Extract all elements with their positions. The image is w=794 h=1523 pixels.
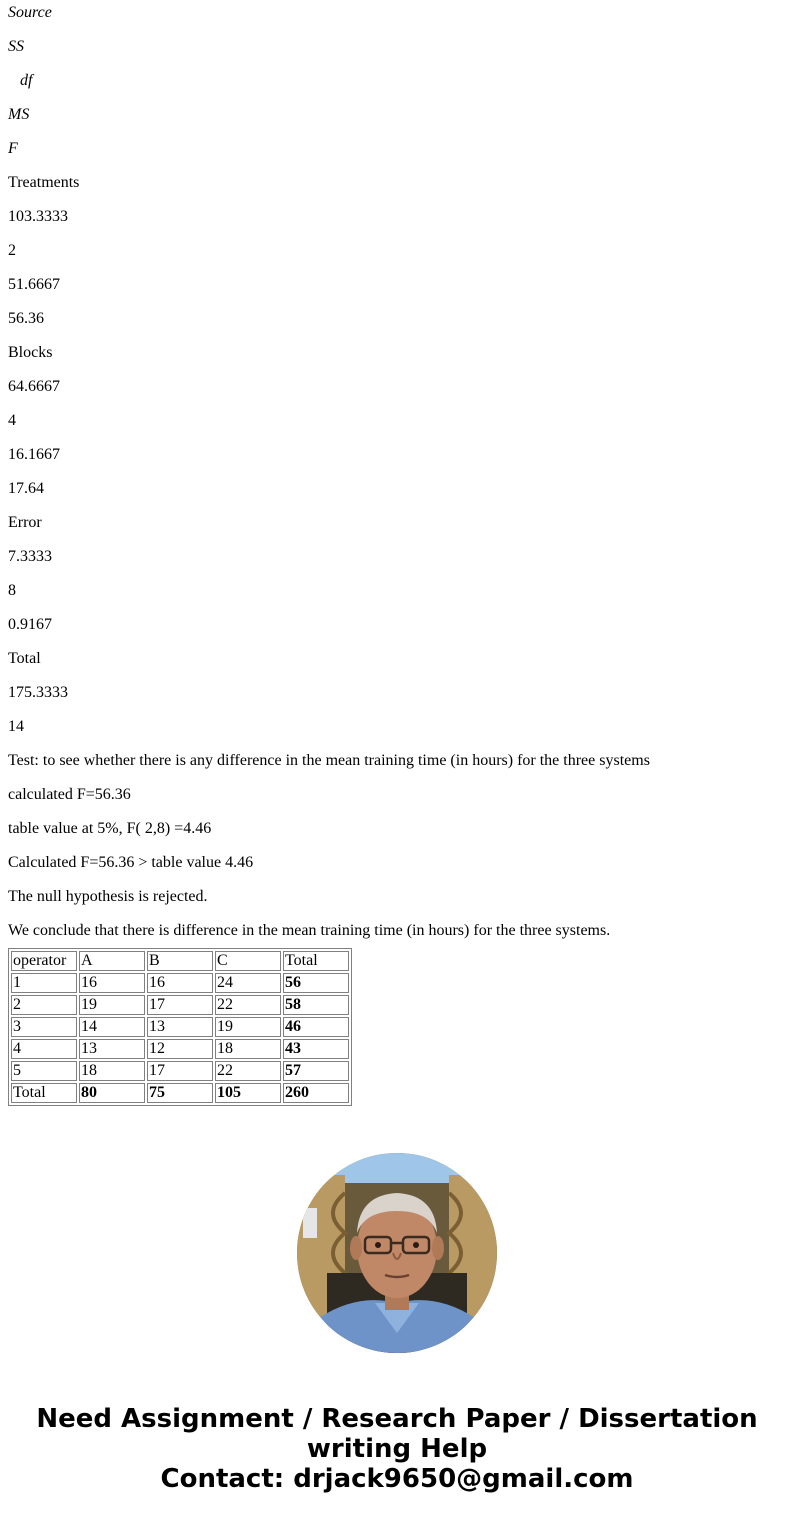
conclusion: We conclude that there is difference in the mean training time (in hours) for the three systems. (8, 922, 611, 939)
table-cell: 19 (79, 995, 145, 1015)
anova-blocks-source: Blocks (8, 344, 53, 361)
table-row (11, 995, 349, 1015)
anova-total-source: Total (8, 650, 41, 667)
column-total-cell: 75 (147, 1083, 213, 1103)
table-cell: 24 (215, 973, 281, 993)
table-cell: 17 (147, 995, 213, 1015)
table-header-row (11, 951, 349, 971)
header-cell: B (147, 951, 213, 971)
anova-treatments-df: 2 (8, 242, 16, 259)
operator-table (8, 948, 352, 1106)
decision: The null hypothesis is rejected. (8, 888, 208, 905)
table-value: table value at 5%, F( 2,8) =4.46 (8, 820, 212, 837)
row-total-cell: 56 (283, 973, 349, 993)
anova-error-ss: 7.3333 (8, 548, 52, 565)
avatar-illustration (297, 1153, 497, 1353)
anova-blocks-ms: 16.1667 (8, 446, 60, 463)
row-total-cell: 46 (283, 1017, 349, 1037)
table-cell: 18 (215, 1039, 281, 1059)
row-total-cell: 58 (283, 995, 349, 1015)
table-cell: 1 (11, 973, 77, 993)
table-cell: 17 (147, 1061, 213, 1081)
anova-header-ss: SS (8, 38, 24, 55)
column-total-cell: 105 (215, 1083, 281, 1103)
anova-treatments-f: 56.36 (8, 310, 44, 327)
table-row (11, 1017, 349, 1037)
table-cell: 22 (215, 1061, 281, 1081)
row-total-cell: 43 (283, 1039, 349, 1059)
header-cell: operator (11, 951, 77, 971)
anova-error-df: 8 (8, 582, 16, 599)
anova-blocks-ss: 64.6667 (8, 378, 60, 395)
table-cell: 22 (215, 995, 281, 1015)
header-cell: Total (283, 951, 349, 971)
table-cell: 13 (147, 1017, 213, 1037)
anova-total-ss: 175.3333 (8, 684, 68, 701)
column-total-cell: 80 (79, 1083, 145, 1103)
calculated-f: calculated F=56.36 (8, 786, 131, 803)
anova-treatments-source: Treatments (8, 174, 80, 191)
avatar (297, 1153, 497, 1353)
anova-header-df: df (20, 72, 33, 89)
table-cell: 12 (147, 1039, 213, 1059)
anova-blocks-f: 17.64 (8, 480, 44, 497)
table-cell: 5 (11, 1061, 77, 1081)
anova-blocks-df: 4 (8, 412, 16, 429)
anova-header-f: F (8, 140, 18, 157)
promo-contact: Contact: drjack9650@gmail.com (160, 1464, 634, 1494)
table-cell: 14 (79, 1017, 145, 1037)
anova-treatments-ss: 103.3333 (8, 208, 68, 225)
header-cell: A (79, 951, 145, 971)
table-cell: Total (11, 1083, 77, 1103)
table-cell: 16 (79, 973, 145, 993)
table-cell: 2 (11, 995, 77, 1015)
table-cell: 13 (79, 1039, 145, 1059)
anova-total-df: 14 (8, 718, 24, 735)
promo-line-2: writing Help (306, 1434, 488, 1464)
anova-error-source: Error (8, 514, 42, 531)
table-total-row (11, 1083, 349, 1103)
test-statement: Test: to see whether there is any difference in the mean training time (in hours) for the three systems (8, 752, 650, 769)
anova-error-ms: 0.9167 (8, 616, 52, 633)
table-cell: 16 (147, 973, 213, 993)
table-row (11, 1061, 349, 1081)
table-cell: 3 (11, 1017, 77, 1037)
table-cell: 4 (11, 1039, 77, 1059)
row-total-cell: 57 (283, 1061, 349, 1081)
table-row (11, 1039, 349, 1059)
promo-line-1: Need Assignment / Research Paper / Dissertation (36, 1404, 758, 1434)
table-cell: 19 (215, 1017, 281, 1037)
promo-banner (0, 1404, 794, 1494)
table-cell: 18 (79, 1061, 145, 1081)
anova-treatments-ms: 51.6667 (8, 276, 60, 293)
header-cell: C (215, 951, 281, 971)
grand-total-cell: 260 (283, 1083, 349, 1103)
comparison: Calculated F=56.36 > table value 4.46 (8, 854, 254, 871)
anova-header-source: Source (8, 4, 52, 21)
anova-header-ms: MS (8, 106, 30, 123)
table-row (11, 973, 349, 993)
